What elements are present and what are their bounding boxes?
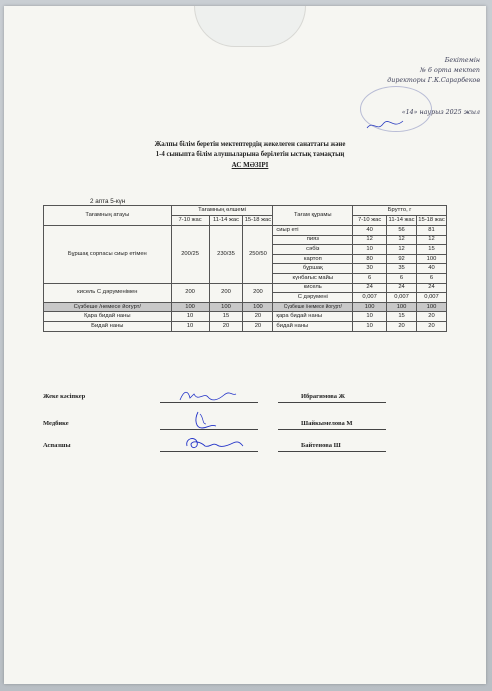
- dish-yield: 20: [243, 321, 273, 331]
- ingredient-value: 0,007: [387, 293, 417, 303]
- ingredient-value: 20: [417, 312, 447, 322]
- document-title: АС МӘЗІРІ: [231, 161, 269, 169]
- header-age: 15-18 жас: [243, 216, 273, 226]
- dish-yield: 200: [171, 283, 209, 302]
- ingredient-value: 12: [417, 235, 447, 245]
- dish-name: Бидай наны: [44, 321, 172, 331]
- dish-yield: 20: [243, 312, 273, 322]
- dish-yield: 10: [171, 312, 209, 322]
- signature-role: Медбике: [43, 420, 69, 427]
- ingredient-value: 0,007: [417, 293, 447, 303]
- ingredient-name: бұршақ: [273, 264, 353, 274]
- ingredient-name: кисель: [273, 283, 353, 293]
- dish-yield: 15: [209, 312, 243, 322]
- ingredient-value: 12: [353, 235, 387, 245]
- ingredient-value: 15: [387, 312, 417, 322]
- week-day-label: 2 апта 5-күн: [90, 198, 126, 205]
- header-age: 11-14 жас: [387, 216, 417, 226]
- ingredient-value: 100: [387, 302, 417, 312]
- table-row: [44, 321, 447, 331]
- table-row: [44, 283, 447, 293]
- dish-yield: 100: [243, 302, 273, 312]
- dish-yield: 100: [171, 302, 209, 312]
- ingredient-name: Сүзбеше /немесе йогурт/: [273, 302, 353, 312]
- signature-line: [278, 402, 386, 403]
- ingredient-name: сиыр еті: [273, 226, 353, 236]
- header-yield: Тағамның өлшемі: [171, 206, 273, 216]
- ingredient-value: 20: [417, 321, 447, 331]
- ingredient-value: 35: [387, 264, 417, 274]
- ingredient-name: күнбағыс майы: [273, 273, 353, 283]
- header-line-1: Жалпы білім беретін мектептердің жекелеген санаттағы және: [154, 141, 346, 148]
- entrepreneur-signature: [178, 388, 238, 404]
- ingredient-value: 10: [353, 245, 387, 255]
- ingredient-value: 6: [417, 273, 447, 283]
- header-composition: Тағам құрамы: [273, 206, 353, 226]
- ingredient-value: 81: [417, 226, 447, 236]
- dish-yield: 200: [209, 283, 243, 302]
- header-age: 11-14 жас: [209, 216, 243, 226]
- nurse-signature: [190, 410, 220, 432]
- ingredient-value: 56: [387, 226, 417, 236]
- ingredient-name: бидай наны: [273, 321, 353, 331]
- ingredient-value: 6: [387, 273, 417, 283]
- approval-title: Бекітемін: [444, 57, 480, 64]
- approval-school: № 6 орта мектеп: [420, 67, 480, 74]
- dish-yield: 230/35: [209, 226, 243, 284]
- approval-director: директоры Г.К.Сарарбеков: [387, 77, 480, 84]
- signature-name: Ибрагимова Ж: [301, 393, 346, 400]
- ingredient-value: 15: [417, 245, 447, 255]
- signature-name: Шайкымелова М: [301, 420, 353, 427]
- table-row: [44, 226, 447, 236]
- dish-yield: 200/25: [171, 226, 209, 284]
- ingredient-value: 12: [387, 235, 417, 245]
- header-age: 7-10 жас: [171, 216, 209, 226]
- signature-role: Жеке кәсіпкер: [43, 393, 86, 400]
- dish-yield: 20: [209, 321, 243, 331]
- ingredient-value: 12: [387, 245, 417, 255]
- dish-name: Қара бидай наны: [44, 312, 172, 322]
- ingredient-value: 20: [387, 321, 417, 331]
- signature-role: Аспазшы: [43, 442, 71, 449]
- ingredient-value: 24: [387, 283, 417, 293]
- cook-signature: [183, 434, 245, 452]
- table-row: [44, 302, 447, 312]
- ingredient-name: картоп: [273, 254, 353, 264]
- dish-yield: 250/50: [243, 226, 273, 284]
- dish-name: кисель С дәруменімен: [44, 283, 172, 302]
- ingredient-name: С дәрумені: [273, 293, 353, 303]
- header-dish-name: Тағамның атауы: [44, 206, 172, 226]
- director-signature: [365, 118, 405, 132]
- signature-name: Байтенова Ш: [301, 442, 341, 449]
- ingredient-value: 24: [353, 283, 387, 293]
- dish-name: Бұршақ сорпасы сиыр етімен: [44, 226, 172, 284]
- ingredient-value: 10: [353, 321, 387, 331]
- ingredient-value: 24: [417, 283, 447, 293]
- signature-line: [278, 451, 386, 452]
- dish-yield: 200: [243, 283, 273, 302]
- ingredient-value: 30: [353, 264, 387, 274]
- ingredient-value: 40: [353, 226, 387, 236]
- ingredient-value: 100: [417, 302, 447, 312]
- menu-table: [43, 205, 447, 332]
- ingredient-value: 92: [387, 254, 417, 264]
- ingredient-value: 100: [353, 302, 387, 312]
- ingredient-value: 6: [353, 273, 387, 283]
- ingredient-value: 40: [417, 264, 447, 274]
- ingredient-value: 0,007: [353, 293, 387, 303]
- header-line-2: 1-4 сыныпта білім алушыларына берілетін ыстық тамақтың: [155, 151, 345, 158]
- header-age: 7-10 жас: [353, 216, 387, 226]
- ingredient-name: сәбіз: [273, 245, 353, 255]
- dish-yield: 100: [209, 302, 243, 312]
- header-brutto: Брутто, г: [353, 206, 447, 216]
- table-row: [44, 312, 447, 322]
- approval-date: «14» наурыз 2025 жыл: [401, 109, 480, 116]
- dish-name: Сүзбеше /немесе йогурт/: [44, 302, 172, 312]
- ingredient-value: 10: [353, 312, 387, 322]
- dish-yield: 10: [171, 321, 209, 331]
- ingredient-value: 100: [417, 254, 447, 264]
- signature-line: [278, 429, 386, 430]
- document-header: [80, 140, 420, 170]
- ingredient-value: 80: [353, 254, 387, 264]
- ingredient-name: қара бидай наны: [273, 312, 353, 322]
- folder-tab-cutout: [194, 6, 306, 47]
- ingredient-name: пияз: [273, 235, 353, 245]
- header-age: 15-18 жас: [417, 216, 447, 226]
